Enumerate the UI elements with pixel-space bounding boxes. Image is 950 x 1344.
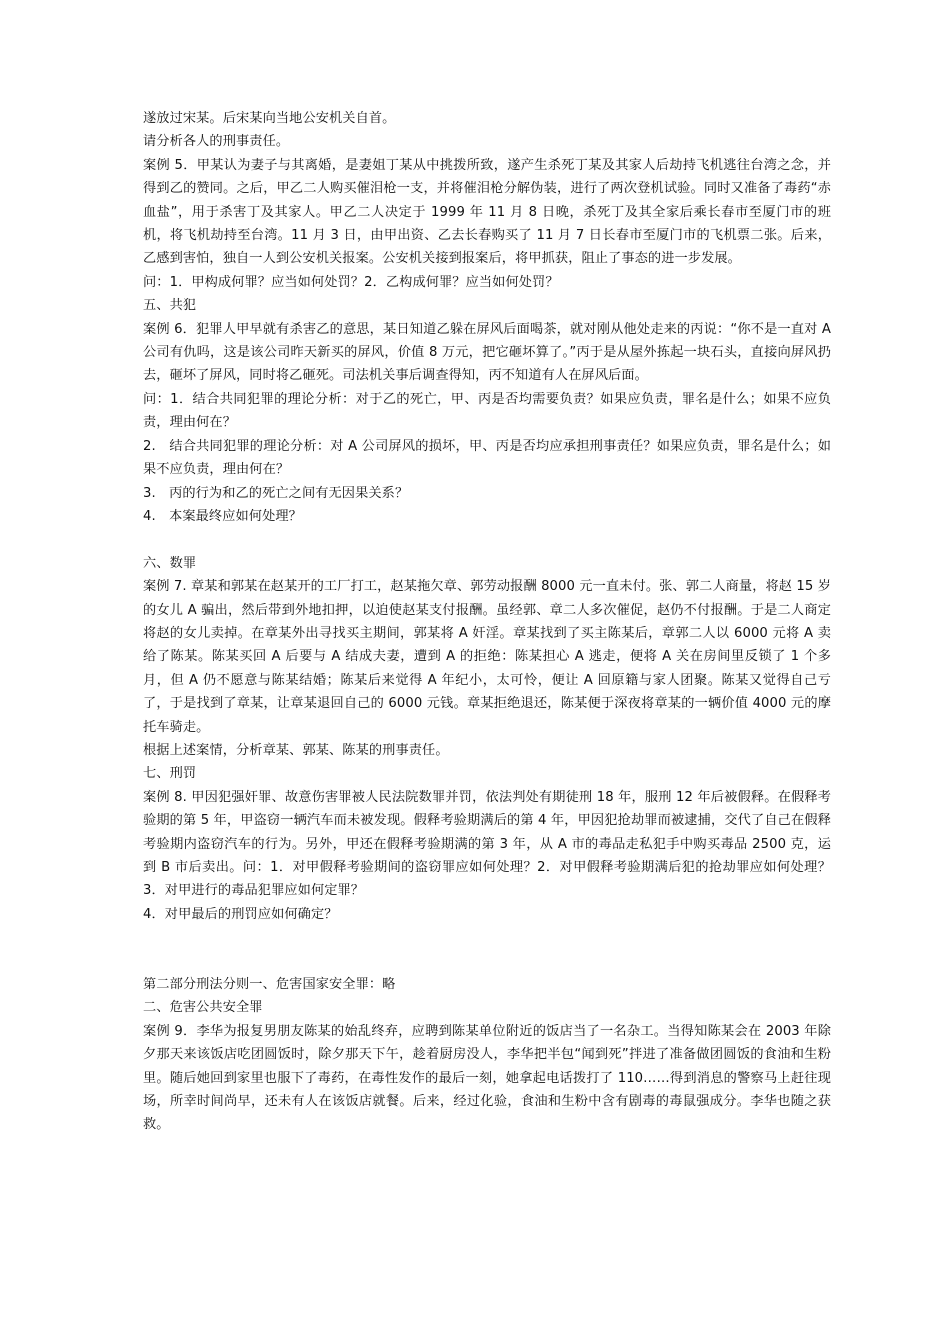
case-paragraph: 案例 6．犯罪人甲早就有杀害乙的意思，某日知道乙躲在屏风后面喝茶，就对刚从他处走来的丙说：“你不是一直对 A 公司有仇吗，这是该公司昨天新买的屏风，价值 8 万元，把它砸坏算了。”丙于是从屋外拣起一块石头，直接向屏风扔去，砸坏了屏风，同时将乙砸死。司法机关事后调查得知，丙不知道有人在屏风后面。 bbox=[143, 321, 831, 384]
section-heading: 五、共犯 bbox=[143, 298, 197, 314]
section-heading: 二、危害公共安全罪 bbox=[143, 1000, 263, 1016]
case-paragraph: 案例 7. 章某和郭某在赵某开的工厂打工，赵某拖欠章、郭劳动报酬 8000 元一直未付。张、郭二人商量，将赵 15 岁的女儿 A 骗出，然后带到外地扣押，以迫使赵某支付报酬。虽经郭、章二人多次催促，赵仍不付报酬。于是二人商定将赵的女儿卖掉。在章某外出寻找买主期间，郭某将 A 奸淫。章某找到了买主陈某后，章郭二人以 6000 元将 A 卖给了陈某。陈某买回 A 后要与 A 结成夫妻，遭到 A 的拒绝：陈某担心 A 逃走，便将 A 关在房间里反锁了 1 个多月，但 A 仍不愿意与陈某结婚；陈某后来觉得 A 年纪小，太可怜，便让 A 回原籍与家人团聚。陈某又觉得自己亏了，于是找到了章某，让章某退回自己的 6000 元钱。章某拒绝退还，陈某便于深夜将章某的一辆价值 4000 元的摩托车骑走。 bbox=[143, 579, 831, 735]
section-heading: 七、刑罚 bbox=[143, 766, 197, 782]
document-body bbox=[143, 107, 831, 1137]
spacer bbox=[143, 926, 831, 949]
text-line: 请分析各人的刑事责任。 bbox=[143, 134, 290, 150]
text-line: 遂放过宋某。后宋某向当地公安机关自首。 bbox=[143, 111, 396, 126]
question-line: 4．对甲最后的刑罚应如何确定？ bbox=[143, 906, 338, 922]
section-heading: 六、数罪 bbox=[143, 555, 197, 571]
question-line: 3. 丙的行为和乙的死亡之间有无因果关系？ bbox=[143, 485, 409, 501]
question-line: 4. 本案最终应如何处理？ bbox=[143, 508, 302, 524]
case-paragraph: 案例 5．甲某认为妻子与其离婚，是妻姐丁某从中挑拨所致，遂产生杀死丁某及其家人后劫持飞机逃往台湾之念，并得到乙的赞同。之后，甲乙二人购买催泪枪一支，并将催泪枪分解伪装，进行了两次登机试验。同时又准备了毒药“赤血盐”，用于杀害丁及其家人。甲乙二人决定于 1999 年 11 月 8 日晚，杀死丁及其全家后乘长春市至厦门市的班机，将飞机劫持至台湾。11 月 3 日，由甲出资、乙去长春购买了 11 月 7 日长春市至厦门市的飞机票二张。后来，乙感到害怕，独自一人到公安机关报案。公安机关接到报案后，将甲抓获，阻止了事态的进一步发展。 bbox=[143, 157, 831, 267]
question-line: 问：1．结合共同犯罪的理论分析：对于乙的死亡，甲、丙是否均需要负责？如果应负责，罪名是什么；如果不应负责，理由何在？ bbox=[143, 391, 831, 431]
question-line: 问：1．甲构成何罪？应当如何处罚？2．乙构成何罪？应当如何处罚？ bbox=[143, 274, 559, 290]
part-heading: 第二部分刑法分则一、危害国家安全罪：略 bbox=[143, 976, 396, 992]
spacer bbox=[143, 950, 831, 973]
case-paragraph: 案例 8. 甲因犯强奸罪、故意伤害罪被人民法院数罪并罚，依法判处有期徒刑 18 年，服刑 12 年后被假释。在假释考验期的第 5 年，甲盗窃一辆汽车而未被发现。假释考验期满后的第 4 年，甲因犯抢劫罪而被逮捕，交代了自己在假释考验期内盗窃汽车的行为。另外，甲还在假释考验期满的第 3 年，从 A 市的毒品走私犯手中购买毒品 2500 克，运到 B 市后卖出。问：1．对甲假释考验期间的盗窃罪应如何处理？2．对甲假释考验期满后犯的抢劫罪应如何处理？3．对甲进行的毒品犯罪应如何定罪？ bbox=[143, 789, 831, 899]
spacer bbox=[143, 528, 831, 551]
question-line: 根据上述案情，分析章某、郭某、陈某的刑事责任。 bbox=[143, 742, 449, 758]
question-line: 2. 结合共同犯罪的理论分析：对 A 公司屏风的损坏，甲、丙是否均应承担刑事责任？如果应负责，罪名是什么；如果不应负责，理由何在？ bbox=[143, 438, 831, 478]
case-paragraph: 案例 9．李华为报复男朋友陈某的始乱终弃，应聘到陈某单位附近的饭店当了一名杂工。当得知陈某会在 2003 年除夕那天来该饭店吃团圆饭时，除夕那天下午，趁着厨房没人，李华把半包“闻到死”拌进了准备做团圆饭的食油和生粉里。随后她回到家里也服下了毒药，在毒性发作的最后一刻，她拿起电话拨打了 110……得到消息的警察马上赶往现场，所幸时间尚早，还未有人在该饭店就餐。后来，经过化验，食油和生粉中含有剧毒的毒鼠强成分。李华也随之获救。 bbox=[143, 1023, 831, 1133]
